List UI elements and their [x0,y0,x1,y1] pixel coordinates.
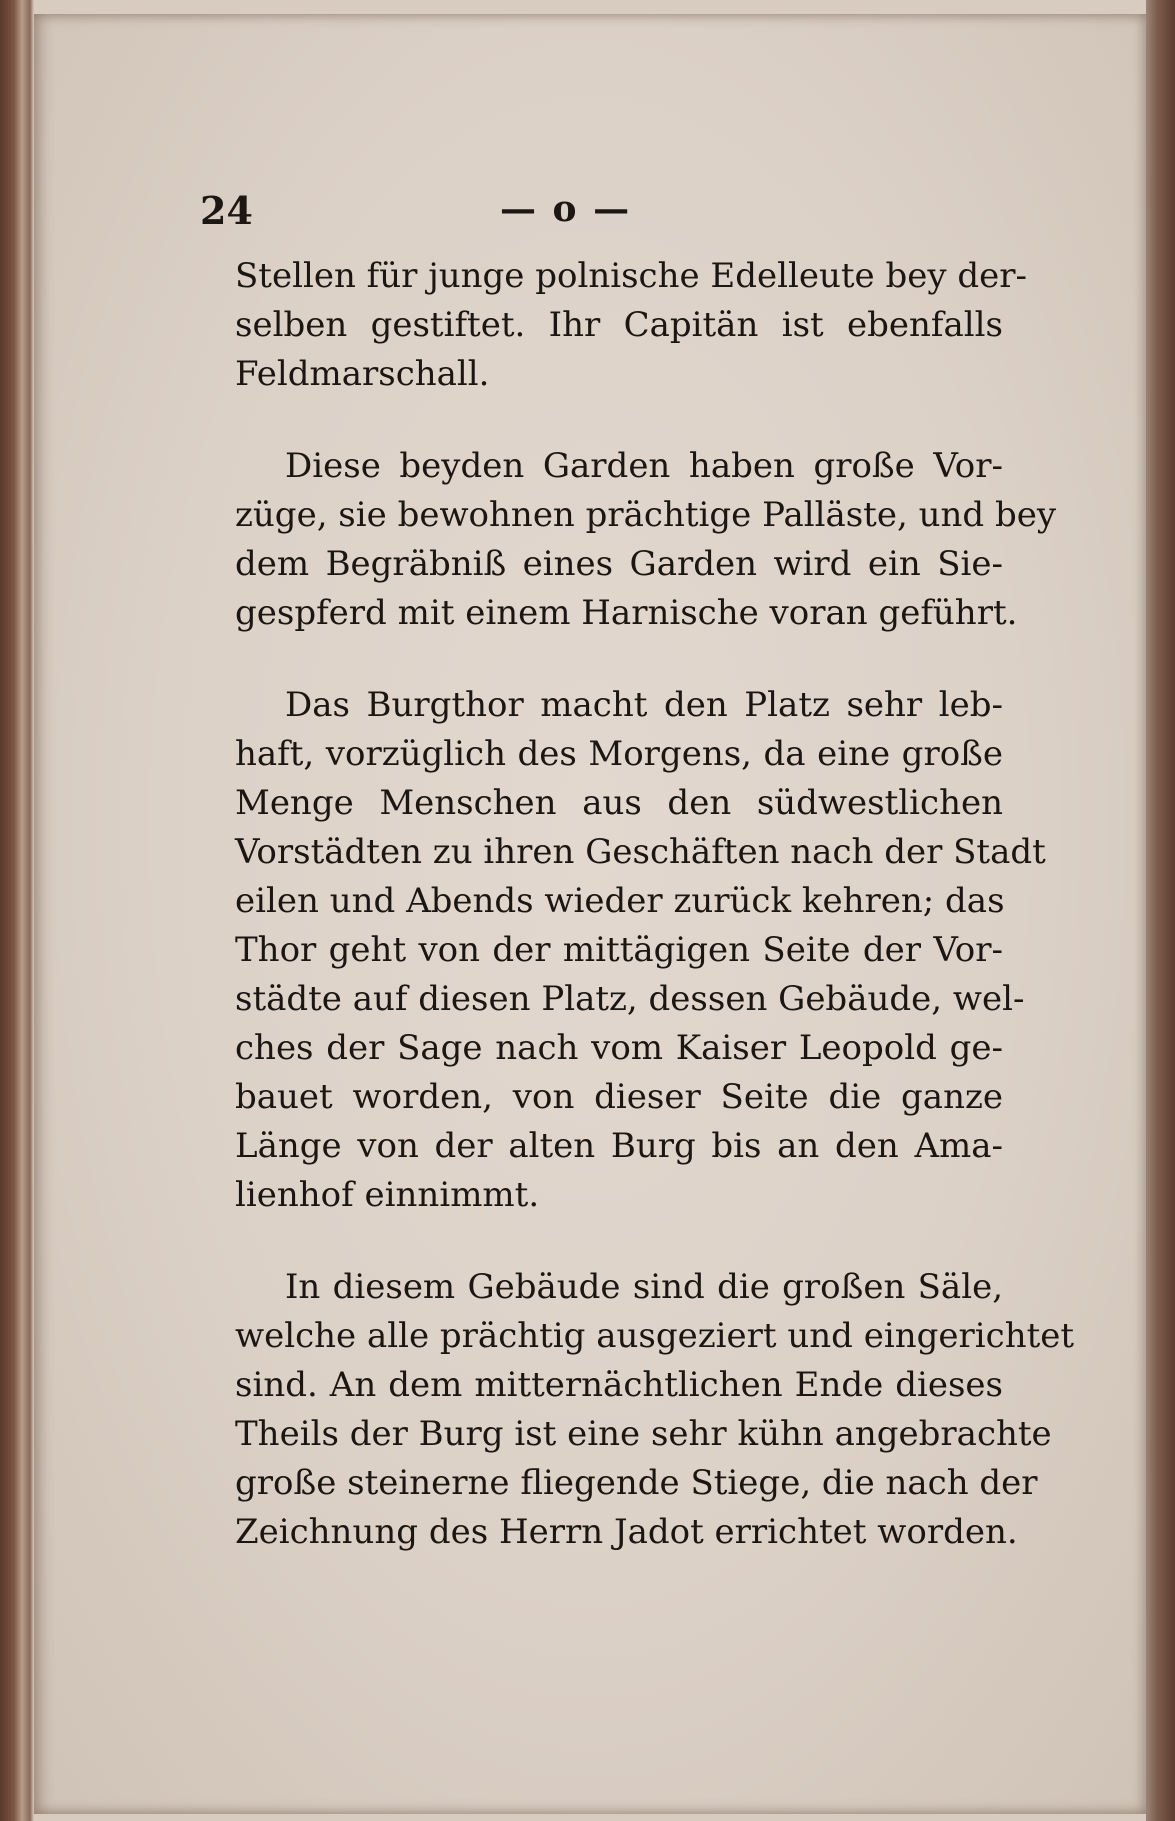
paragraph [235,681,1046,1220]
text-line: sind. An dem mitternächtlichen Ende dieses [235,1365,1003,1405]
text-line: Vorstädten zu ihren Geschäften nach der Stadt [235,832,1046,872]
page-number: 24 [200,188,253,233]
text-line: züge, sie bewohnen prächtige Palläste, und bey [235,495,1057,535]
text-line: dem Begräbniß eines Garden wird ein Sie- [235,544,1003,584]
text-line: In diesem Gebäude sind die großen Säle, [285,1267,1003,1307]
text-line: selben gestiftet. Ihr Capitän ist ebenfalls [235,305,1003,345]
text-line: Zeichnung des Herrn Jadot errichtet worden. [235,1512,1018,1552]
text-line: lienhof einnimmt. [235,1175,540,1215]
text-line: Diese beyden Garden haben große Vor- [285,446,1003,486]
text-line: ches der Sage nach vom Kaiser Leopold ge- [235,1028,1003,1068]
text-line: Theils der Burg ist eine sehr kühn angebrachte [235,1414,1052,1454]
text-line: Stellen für junge polnische Edelleute bey der- [235,256,1028,296]
paragraph [235,252,1028,399]
text-line: Thor geht von der mittägigen Seite der Vor- [235,930,1003,970]
text-line: Länge von der alten Burg bis an den Ama- [235,1126,1003,1166]
text-line: haft, vorzüglich des Morgens, da eine große [235,734,1003,774]
text-line: Das Burgthor macht den Platz sehr leb- [285,685,1003,725]
facing-page-edge [1146,0,1175,1821]
text-line: städte auf diesen Platz, dessen Gebäude, wel- [235,979,1025,1019]
text-line: bauet worden, von dieser Seite die ganze [235,1077,1003,1117]
text-line: welche alle prächtig ausgeziert und eingerichtet [235,1316,1075,1356]
text-line: Menge Menschen aus den südwestlichen [235,783,1003,823]
paragraph [235,1263,1075,1557]
paragraph [235,442,1057,638]
text-line: große steinerne fliegende Stiege, die nach der [235,1463,1038,1503]
header-ornament: — o — [500,188,632,230]
text-line: Feldmarschall. [235,354,490,394]
text-line: eilen und Abends wieder zurück kehren; das [235,881,1005,921]
text-line: gespferd mit einem Harnische voran geführt. [235,593,1018,633]
page-header [200,188,1000,240]
body-text [235,252,1075,1600]
